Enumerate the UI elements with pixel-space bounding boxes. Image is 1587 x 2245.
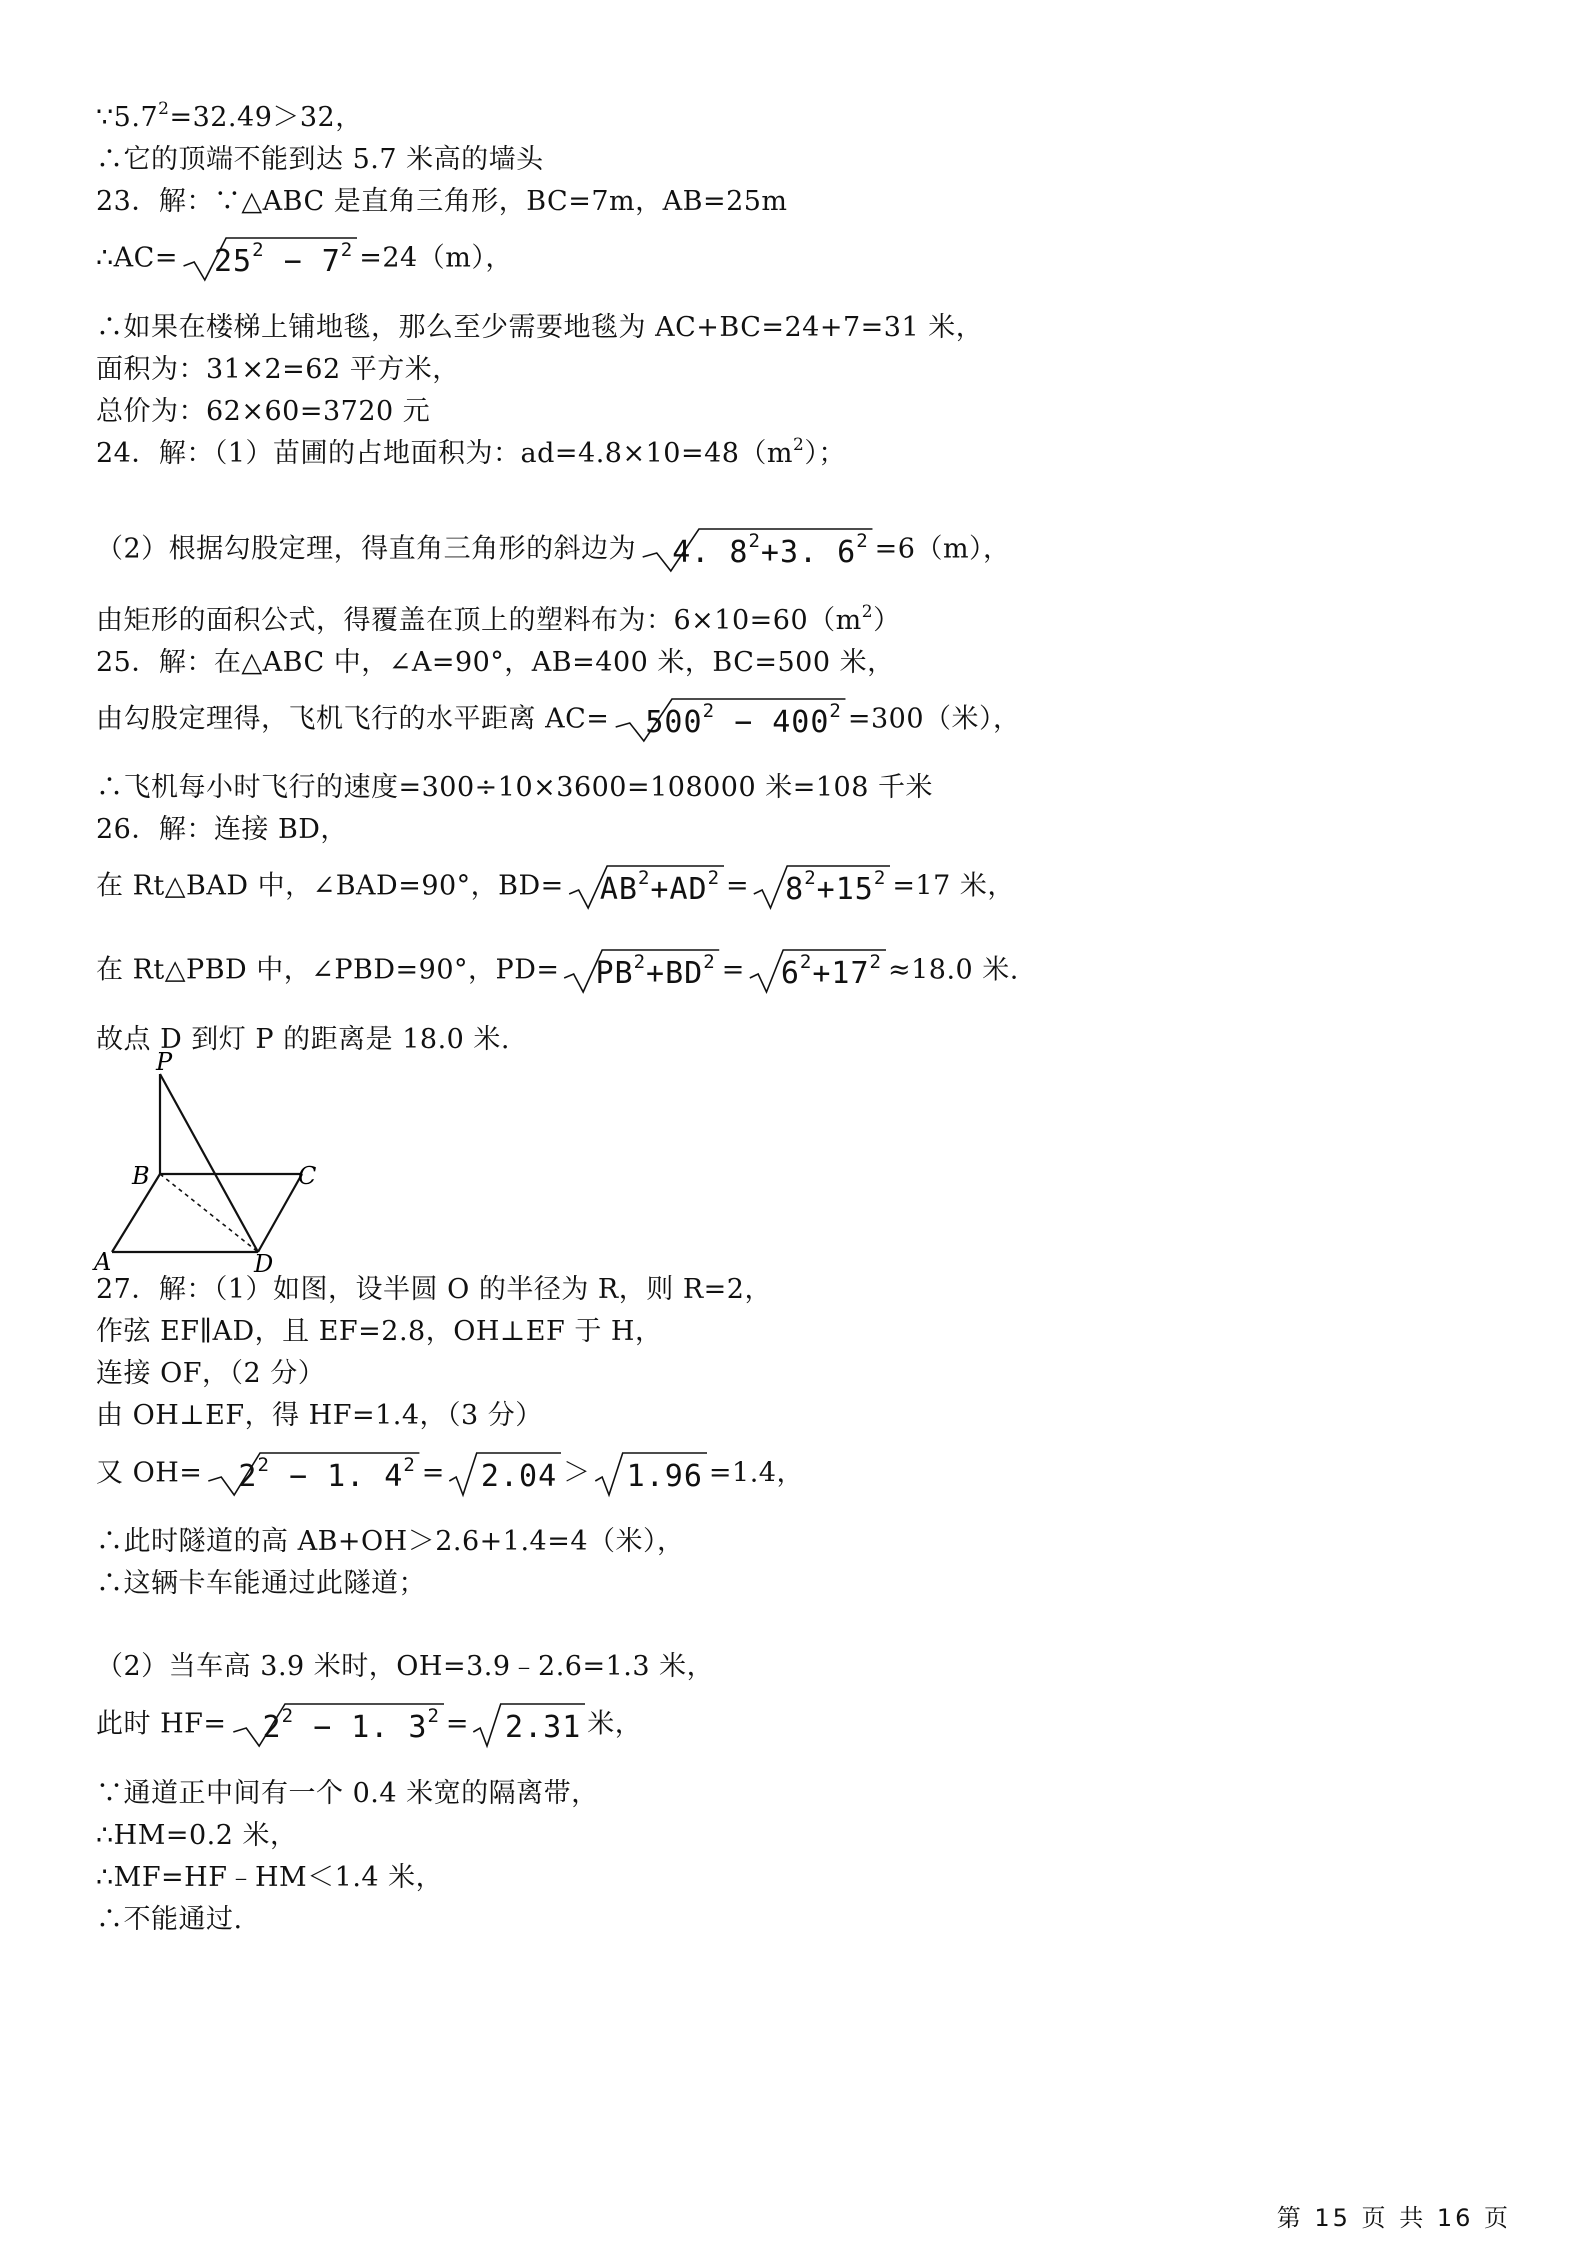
line-q25-start: 25．解：在△ABC 中，∠A=90°，AB=400 米，BC=500 米，	[96, 647, 895, 678]
line-total-price: 总价为：62×60=3720 元	[96, 396, 431, 427]
line-pd-equals: 在 Rt△PBD 中，∠PBD=90°，PD= $PB^2+BD^2$ = $6^2+17^2 \approx 18.0$ 米.	[96, 948, 1019, 994]
label-c: C	[298, 1162, 317, 1190]
line-tunnel-height: ∴此时隧道的高 AB+OH＞2.6+1.4=4（米），	[96, 1526, 685, 1557]
sqrt-expression: $25^2 - 7^2$	[180, 236, 357, 282]
line-q27-start: 27．解：（1）如图，设半圆 O 的半径为 R，则 R=2，	[96, 1274, 772, 1305]
label-a: A	[94, 1248, 112, 1274]
line-hf: 由 OH⊥EF，得 HF=1.4，（3 分）	[96, 1400, 543, 1431]
line-horizontal-distance: 由勾股定理得，飞机飞行的水平距离 AC= $500^2 - 400^2 =300$（米），	[96, 697, 1021, 743]
sqrt-expression: $AB^2+AD^2$	[566, 864, 724, 910]
line-q24-part2: （2）根据勾股定理，得直角三角形的斜边为 4. $8^2+3$. $6^2 =6(m)$，	[96, 527, 1011, 573]
line-q23-start: 23．解：∵△ABC 是直角三角形，BC=7m，AB=25m	[96, 186, 788, 217]
line-speed: ∴飞机每小时飞行的速度=300÷10×3600=108000 米=108 千米	[96, 772, 933, 803]
sqrt-expression: $6^2+17^2$	[747, 948, 886, 994]
line-q24-part1: 24．解：（1）苗圃的占地面积为：$ad=4.8\times 10=48(m^2)$；	[96, 435, 846, 469]
line-bd-equals: 在 Rt△BAD 中，∠BAD=90°，BD= $AB^2+AD^2$ = $8^2+15^2 =17$ 米，	[96, 864, 1015, 910]
line-cannot-pass: ∴不能通过.	[96, 1904, 243, 1935]
line-oh-equals: 又 OH= $2^2 - 1$. $4^2$ = 2.04 ＞ 1.96 =1.4，	[96, 1451, 804, 1497]
sqrt-expression: $8^2+15^2$	[751, 864, 890, 910]
sqrt-expression: 2.04	[447, 1451, 561, 1497]
line-ac-equals: ∴AC= $25^2 - 7^2 =24(m)$，	[96, 236, 513, 282]
label-p: P	[156, 1052, 173, 1076]
sqrt-expression: 1.96	[593, 1451, 707, 1497]
line-area: 面积为：31×2=62 平方米，	[96, 354, 460, 385]
line-chord-ef: 作弦 EF∥AD，且 EF=2.8，OH⊥EF 于 H，	[96, 1316, 663, 1347]
line-hf-equals: 此时 HF= $2^2 - 1$. $3^2$ = 2.31 米，	[96, 1702, 642, 1748]
sqrt-expression: $2^2 - 1$. $3^2$	[229, 1702, 444, 1748]
segment-bd-dashed	[160, 1174, 258, 1252]
line-isolation-belt: ∵通道正中间有一个 0.4 米宽的隔离带，	[96, 1778, 599, 1809]
line-q26-start: 26．解：连接 BD，	[96, 814, 348, 845]
line-q26-conclusion: 故点 D 到灯 P 的距离是 18.0 米.	[96, 1024, 511, 1055]
label-b: B	[132, 1162, 150, 1190]
segment-cd	[258, 1174, 302, 1252]
line-carpet: ∴如果在楼梯上铺地毯，那么至少需要地毯为 AC+BC=24+7=31 米，	[96, 312, 984, 343]
page-number-footer: 第 15 页 共 16 页	[1276, 2204, 1511, 2232]
line-mf: ∴MF=HF﹣HM＜1.4 米，	[96, 1862, 444, 1893]
line-cannot-reach: ∴它的顶端不能到达 5.7 米高的墙头	[96, 144, 544, 175]
sqrt-expression: $500^2 - 400^2$	[611, 697, 845, 743]
sqrt-expression: $PB^2+BD^2$	[561, 948, 719, 994]
geometry-figure	[90, 1052, 330, 1274]
line-hm: ∴HM=0.2 米，	[96, 1820, 298, 1851]
line-connect-of: 连接 OF，（2 分）	[96, 1358, 326, 1389]
line-plastic-cloth: 由矩形的面积公式，得覆盖在顶上的塑料布为：$6\times 10=60(m^2)$	[96, 602, 901, 636]
line-5-7-squared: $\because 5.7^2=32.49>32$，	[96, 99, 363, 133]
line-truck-passes: ∴这辆卡车能通过此隧道；	[96, 1568, 426, 1599]
sqrt-expression: $2^2 - 1$. $4^2$	[204, 1451, 419, 1497]
segment-pd	[160, 1074, 258, 1252]
sqrt-expression: 4. $8^2+3$. $6^2$	[638, 527, 872, 573]
sqrt-expression: 2.31	[471, 1702, 585, 1748]
line-q27-part2: （2）当车高 3.9 米时，OH=3.9﹣2.6=1.3 米，	[96, 1651, 715, 1682]
label-d: D	[254, 1250, 274, 1274]
